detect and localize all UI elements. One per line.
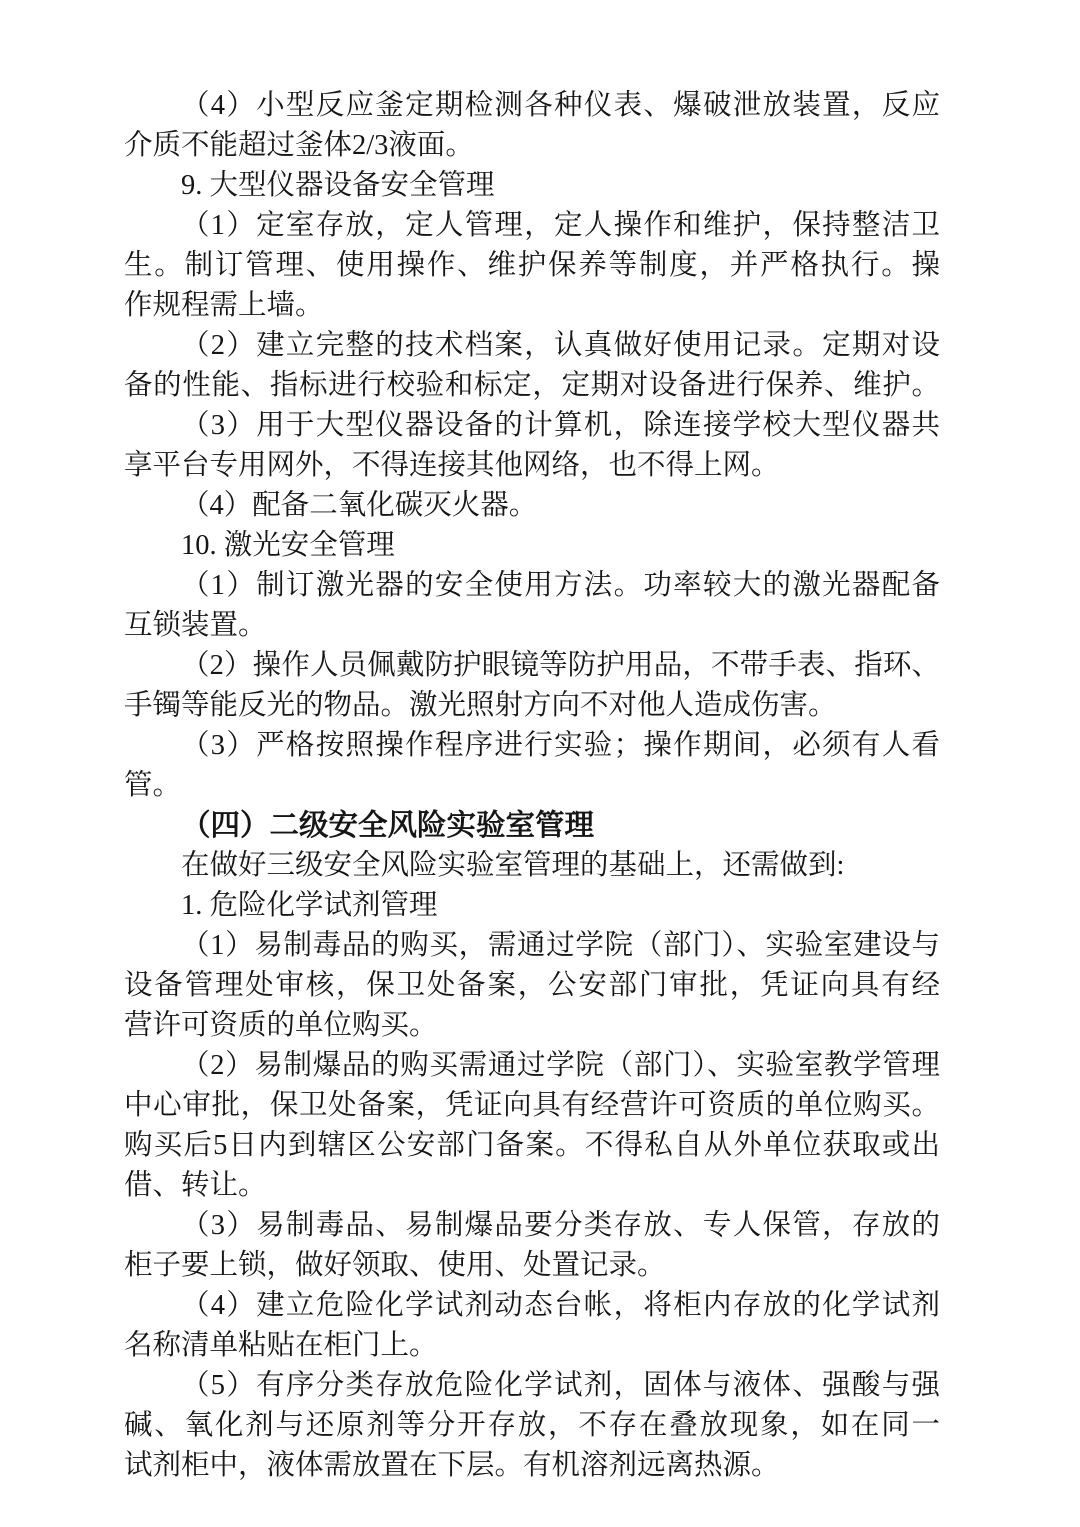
text-line: 手镯等能反光的物品。激光照射方向不对他人造成伤害。 xyxy=(124,690,837,721)
text-line: 在做好三级安全风险实验室管理的基础上，还需做到: xyxy=(181,850,845,881)
text-line: （3）严格按照操作程序进行实验；操作期间，必须有人看 xyxy=(181,730,940,761)
text-line: 作规程需上墙。 xyxy=(124,290,324,321)
text-line: （2）操作人员佩戴防护眼镜等防护用品，不带手表、指环、 xyxy=(181,650,940,681)
text-line: 购买后5日内到辖区公安部门备案。不得私自从外单位获取或出 xyxy=(124,1130,940,1161)
text-line: 营许可资质的单位购买。 xyxy=(124,1010,438,1041)
text-line: 中心审批，保卫处备案，凭证向具有经营许可资质的单位购买。 xyxy=(124,1090,940,1121)
text-line: （3）易制毒品、易制爆品要分类存放、专人保管，存放的 xyxy=(181,1210,940,1241)
text-line: 碱、氧化剂与还原剂等分开存放，不存在叠放现象，如在同一 xyxy=(124,1410,940,1441)
text-line: （2）建立完整的技术档案，认真做好使用记录。定期对设 xyxy=(181,330,940,361)
text-line: （4）配备二氧化碳灭火器。 xyxy=(181,490,538,521)
text-line: （1）定室存放，定人管理，定人操作和维护，保持整洁卫 xyxy=(181,210,940,241)
text-line: （4）小型反应釜定期检测各种仪表、爆破泄放装置，反应 xyxy=(181,90,940,121)
text-line: （4）建立危险化学试剂动态台帐，将柜内存放的化学试剂 xyxy=(181,1290,940,1321)
text-line: 试剂柜中，液体需放置在下层。有机溶剂远离热源。 xyxy=(124,1450,780,1481)
text-line: 管。 xyxy=(124,770,182,801)
text-line: 名称清单粘贴在柜门上。 xyxy=(124,1330,438,1361)
text-line: 享平台专用网外，不得连接其他网络，也不得上网。 xyxy=(124,450,780,481)
text-line: 柜子要上锁，做好领取、使用、处置记录。 xyxy=(124,1250,666,1281)
text-line: 介质不能超过釜体2/3液面。 xyxy=(124,130,474,161)
text-line: 1. 危险化学试剂管理 xyxy=(181,890,438,921)
text-line: 互锁装置。 xyxy=(124,610,267,641)
text-line: 10. 激光安全管理 xyxy=(181,530,395,561)
section-heading: （四）二级安全风险实验室管理 xyxy=(181,810,595,842)
text-line: 借、转让。 xyxy=(124,1170,267,1201)
text-line: 设备管理处审核，保卫处备案，公安部门审批，凭证向具有经 xyxy=(124,970,940,1001)
text-line: （5）有序分类存放危险化学试剂，固体与液体、强酸与强 xyxy=(181,1370,940,1401)
text-line: （3）用于大型仪器设备的计算机，除连接学校大型仪器共 xyxy=(181,410,940,441)
text-line: 备的性能、指标进行校验和标定，定期对设备进行保养、维护。 xyxy=(124,370,940,401)
text-line: 生。制订管理、使用操作、维护保养等制度，并严格执行。操 xyxy=(124,250,940,281)
text-line: （1）易制毒品的购买，需通过学院（部门）、实验室建设与 xyxy=(181,930,940,961)
text-line: （1）制订激光器的安全使用方法。功率较大的激光器配备 xyxy=(181,570,940,601)
text-line: 9. 大型仪器设备安全管理 xyxy=(181,170,495,201)
document-content xyxy=(124,86,940,1486)
text-line: （2）易制爆品的购买需通过学院（部门）、实验室教学管理 xyxy=(181,1050,940,1081)
